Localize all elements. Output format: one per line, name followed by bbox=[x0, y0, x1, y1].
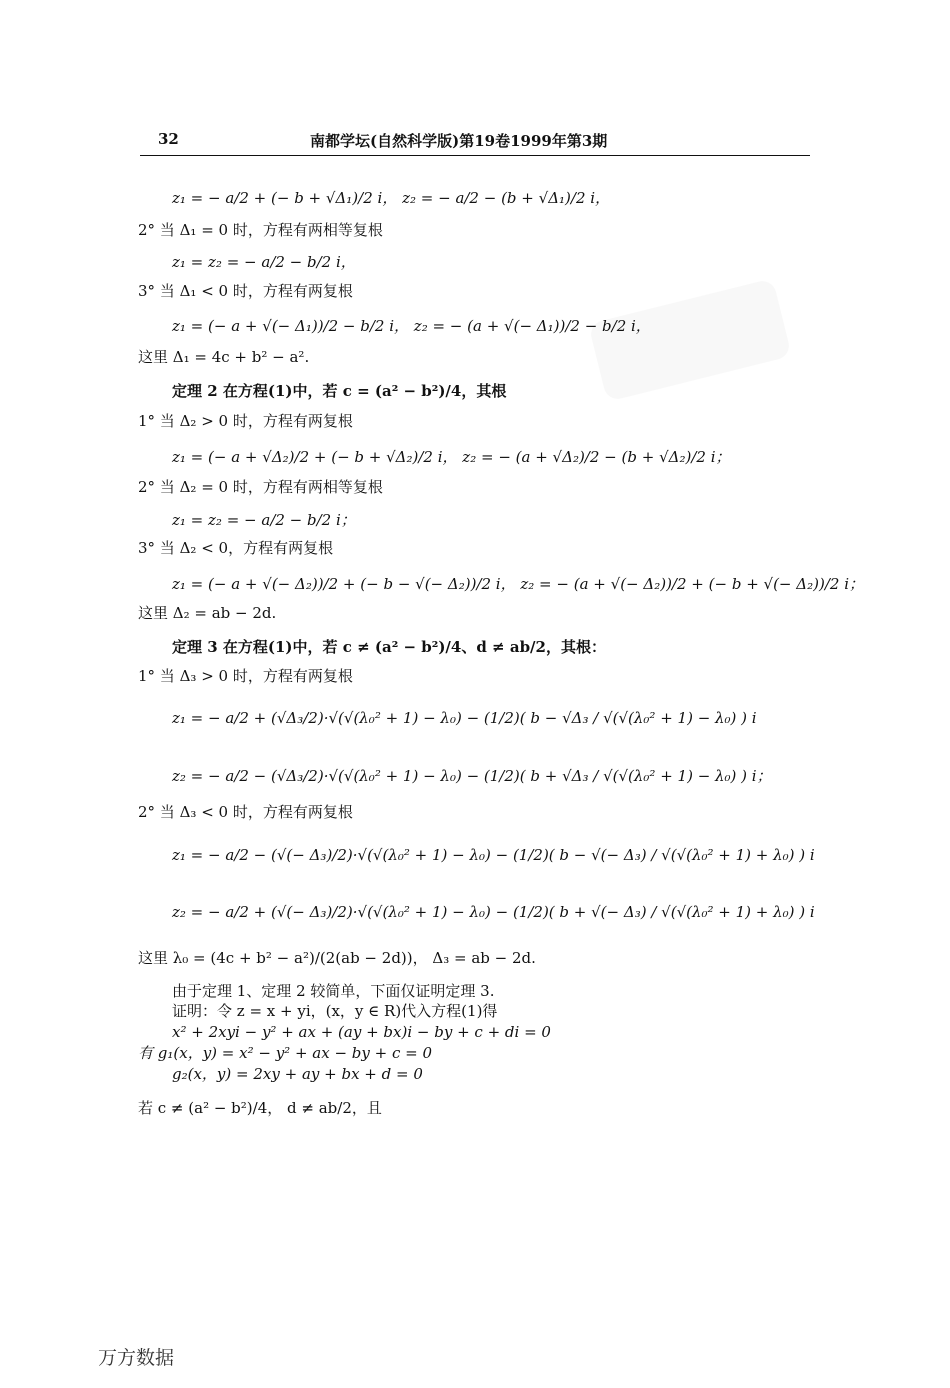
case-delta2-negative: 3° 当 Δ₂ < 0，方程有两复根 bbox=[138, 539, 334, 557]
proof-intro: 由于定理 1、定理 2 较简单，下面仅证明定理 3. bbox=[172, 982, 495, 1000]
case-delta2-positive: 1° 当 Δ₂ > 0 时，方程有两复根 bbox=[138, 412, 353, 430]
case-delta1-zero: 2° 当 Δ₁ = 0 时，方程有两相等复根 bbox=[138, 221, 383, 239]
equation-roots-delta2-negative: z₁ = (− a + √(− Δ₂))/2 + (− b − √(− Δ₂))/2 i， z₂ = − (a + √(− Δ₂))/2 + (− b + √(− Δ₂))/2 i； bbox=[172, 575, 864, 593]
equation-g1: 有 g₁(x，y) = x² − y² + ax − by + c = 0 bbox=[138, 1044, 433, 1062]
equation-roots-delta1-positive: z₁ = − a/2 + (− b + √Δ₁)/2 i， z₂ = − a/2 − (b + √Δ₁)/2 i， bbox=[172, 189, 611, 207]
page-number: 32 bbox=[158, 130, 179, 148]
definition-lambda0-delta3: 这里 λ₀ = (4c + b² − a²)/(2(ab − 2d))， Δ₃ = ab − 2d. bbox=[138, 949, 536, 967]
definition-delta2: 这里 Δ₂ = ab − 2d. bbox=[138, 604, 277, 622]
watermark-stamp bbox=[588, 278, 792, 402]
running-header bbox=[140, 130, 810, 154]
header-rule bbox=[140, 155, 810, 156]
condition-line: 若 c ≠ (a² − b²)/4， d ≠ ab/2，且 bbox=[138, 1099, 382, 1117]
case-delta3-positive: 1° 当 Δ₃ > 0 时，方程有两复根 bbox=[138, 667, 353, 685]
theorem-3-statement: 定理 3 在方程(1)中，若 c ≠ (a² − b²)/4、d ≠ ab/2，其根： bbox=[172, 638, 606, 656]
equation-z1-delta3-positive: z₁ = − a/2 + (√Δ₃/2)·√(√(λ₀² + 1) − λ₀) − (1/2)( b − √Δ₃ / √(√(λ₀² + 1) − λ₀) ) i bbox=[172, 709, 757, 727]
equation-roots-delta2-zero: z₁ = z₂ = − a/2 − b/2 i； bbox=[172, 511, 356, 529]
proof-substitution: 证明：令 z = x + yi，(x，y ∈ R)代入方程(1)得 bbox=[172, 1002, 498, 1020]
equation-z2-delta3-positive: z₂ = − a/2 − (√Δ₃/2)·√(√(λ₀² + 1) − λ₀) − (1/2)( b + √Δ₃ / √(√(λ₀² + 1) − λ₀) ) i； bbox=[172, 767, 772, 785]
definition-delta1: 这里 Δ₁ = 4c + b² − a². bbox=[138, 348, 310, 366]
case-delta2-zero: 2° 当 Δ₂ = 0 时，方程有两相等复根 bbox=[138, 478, 383, 496]
equation-roots-delta1-zero: z₁ = z₂ = − a/2 − b/2 i， bbox=[172, 253, 356, 271]
theorem-2-statement: 定理 2 在方程(1)中，若 c = (a² − b²)/4，其根 bbox=[172, 382, 507, 400]
equation-roots-delta1-negative: z₁ = (− a + √(− Δ₁))/2 − b/2 i， z₂ = − (a + √(− Δ₁))/2 − b/2 i， bbox=[172, 317, 651, 335]
case-delta3-negative: 2° 当 Δ₃ < 0 时，方程有两复根 bbox=[138, 803, 353, 821]
case-delta1-negative: 3° 当 Δ₁ < 0 时，方程有两复根 bbox=[138, 282, 353, 300]
equation-expanded: x² + 2xyi − y² + ax + (ay + bx)i − by + c + di = 0 bbox=[172, 1023, 551, 1041]
equation-z1-delta3-negative: z₁ = − a/2 − (√(− Δ₃)/2)·√(√(λ₀² + 1) − λ₀) − (1/2)( b − √(− Δ₃) / √(√(λ₀² + 1) + λ₀) ) i bbox=[172, 846, 815, 864]
equation-roots-delta2-positive: z₁ = (− a + √Δ₂)/2 + (− b + √Δ₂)/2 i， z₂ = − (a + √Δ₂)/2 − (b + √Δ₂)/2 i； bbox=[172, 448, 731, 466]
equation-z2-delta3-negative: z₂ = − a/2 + (√(− Δ₃)/2)·√(√(λ₀² + 1) − λ₀) − (1/2)( b + √(− Δ₃) / √(√(λ₀² + 1) + λ₀) ) i bbox=[172, 903, 815, 921]
journal-title: 南都学坛(自然科学版)第19卷1999年第3期 bbox=[310, 132, 608, 150]
equation-g2: g₂(x，y) = 2xy + ay + bx + d = 0 bbox=[172, 1065, 423, 1083]
footer-watermark: 万方数据 bbox=[98, 1347, 175, 1369]
